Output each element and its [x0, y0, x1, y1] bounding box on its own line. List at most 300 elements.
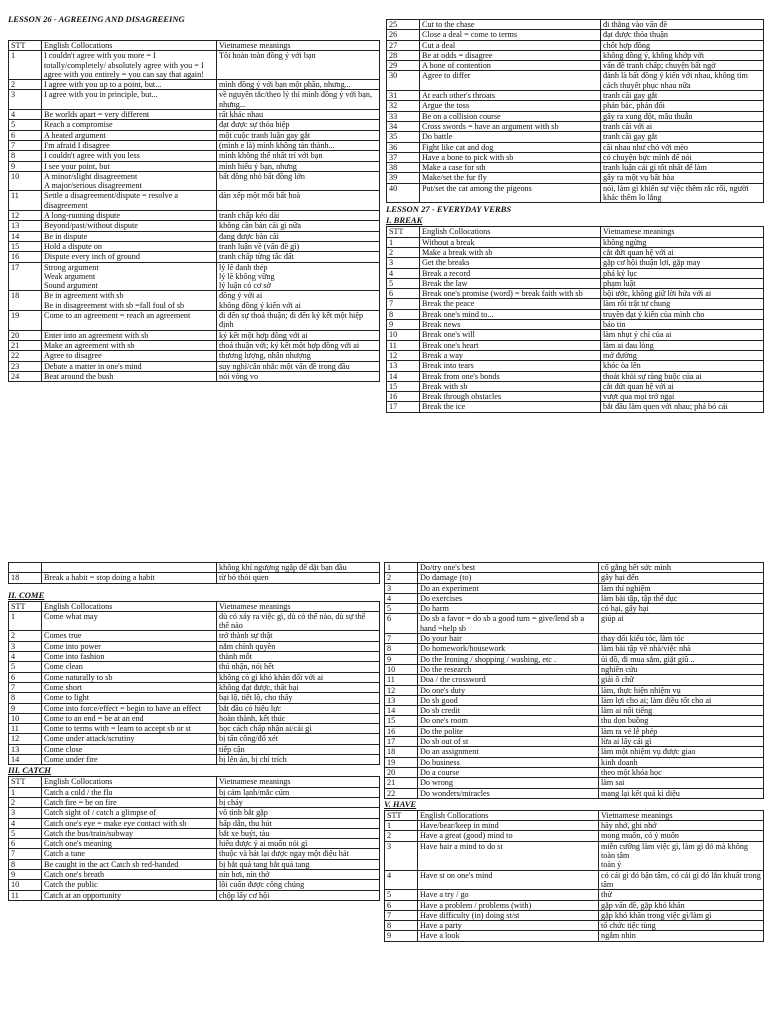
cell-vietnamese: dàn xếp một mối bất hoà	[217, 191, 380, 211]
cell-stt: 2	[387, 247, 420, 257]
cell-vietnamese: làm bài tập về nhà/việc nhà	[599, 644, 764, 654]
table-row	[385, 890, 764, 900]
cell-stt: 18	[385, 747, 418, 757]
cell-stt: 16	[385, 726, 418, 736]
table-row	[387, 173, 764, 183]
cell-stt: 28	[387, 50, 420, 60]
break-continued-table	[8, 562, 380, 584]
table-row	[9, 662, 380, 672]
cell-english: Do wonders/miracles	[418, 788, 599, 798]
cell-english: Break one's mind to...	[420, 309, 601, 319]
come-table	[8, 601, 380, 766]
table-row	[387, 121, 764, 131]
cell-english: Break a way	[420, 350, 601, 360]
cell-english: Catch one's eye = make eye contact with sb	[42, 818, 217, 828]
cell-vietnamese: tranh cãi với ai	[601, 121, 764, 131]
cell-stt: 40	[387, 183, 420, 203]
cell-vietnamese: hãy nhớ, ghi nhớ	[599, 821, 764, 831]
column-header: English Collocations	[418, 810, 599, 820]
cell-vietnamese: ký kết một hợp đồng với ai	[217, 330, 380, 340]
table-row	[9, 652, 380, 662]
have-table	[384, 810, 764, 942]
cell-vietnamese: cãi nhau như chó với mèo	[601, 142, 764, 152]
cell-english: Enter into an agreement with sb	[42, 330, 217, 340]
table-row	[385, 583, 764, 593]
cell-vietnamese: làm bài tập, tập thể dục	[599, 593, 764, 603]
table-row	[387, 142, 764, 152]
cell-vietnamese: phản bác, phản đối	[601, 101, 764, 111]
cell-english: Cut a deal	[420, 40, 601, 50]
cell-stt: 3	[385, 583, 418, 593]
cell-vietnamese: tiếp cận	[217, 744, 380, 754]
table-row	[9, 631, 380, 641]
cell-english: Catch sight of / catch a glimpse of	[42, 808, 217, 818]
column-header: English Collocations	[42, 601, 217, 611]
cell-vietnamese: thương lượng, nhân nhượng	[217, 351, 380, 361]
cell-stt: 4	[385, 593, 418, 603]
cell-english: Agree to differ	[420, 71, 601, 91]
cell-stt: 21	[9, 340, 42, 350]
cell-vietnamese: làm ra vẻ lễ phép	[599, 726, 764, 736]
cell-vietnamese: khóc òa lên	[601, 361, 764, 371]
cell-english: Cross swords = have an argument with sb	[420, 121, 601, 131]
cell-stt: 15	[9, 241, 42, 251]
cell-english: Catch a cold / the flu	[42, 787, 217, 797]
cell-vietnamese: vượt qua mọi trở ngại	[601, 392, 764, 402]
cell-english: Do battle	[420, 132, 601, 142]
section-come-title: II. COME	[8, 589, 45, 600]
cell-english: Do a course	[418, 767, 599, 777]
cell-english: Be worlds apart = very different	[42, 110, 217, 120]
table-row	[9, 161, 380, 171]
cell-stt: 19	[9, 311, 42, 331]
table-row	[385, 737, 764, 747]
cell-vietnamese: ủi đồ, đi mua sắm, giặt giũ ..	[599, 654, 764, 664]
cell-english: I agree with you in principle, but...	[42, 90, 217, 110]
cell-english: I couldn't agree with you more = I totally/completely/ absolutely agree with you = I agree with you entirely = you can say that again!	[42, 51, 217, 80]
cell-english: Break from one's bonds	[420, 371, 601, 381]
cell-stt: 1	[9, 787, 42, 797]
cell-english: Come under fire	[42, 755, 217, 765]
cell-vietnamese: rất khác nhau	[217, 110, 380, 120]
cell-stt: 7	[9, 682, 42, 692]
table-row	[387, 237, 764, 247]
cell-vietnamese: bại lộ, tiết lộ, cho thấy	[217, 693, 380, 703]
cell-vietnamese: nghiên cứu	[599, 664, 764, 674]
cell-stt: 8	[9, 693, 42, 703]
cell-stt: 31	[387, 91, 420, 101]
cell-english: A heated argument	[42, 130, 217, 140]
cell-english: Do damage (to)	[418, 573, 599, 583]
column-header: Vietnamese meanings	[217, 777, 380, 787]
cell-english: Get the breaks	[420, 258, 601, 268]
cell-english: Break with sb	[420, 381, 601, 391]
cell-english: Have a party	[418, 921, 599, 931]
cell-vietnamese: tổ chức tiệc tùng	[599, 921, 764, 931]
table-header-row	[9, 777, 380, 787]
cell-stt: 5	[9, 662, 42, 672]
lesson-26-table	[8, 40, 380, 382]
cell-vietnamese: mong muốn, có ý muốn	[599, 831, 764, 841]
cell-vietnamese: làm thí nghiệm	[599, 583, 764, 593]
cell-vietnamese: vô tình bắt gặp	[217, 808, 380, 818]
table-row	[385, 685, 764, 695]
cell-vietnamese: có cái gì đó bận tâm, có cái gì đó lắn khuất trong tâm	[599, 870, 764, 890]
cell-vietnamese: làm ai đau lòng	[601, 340, 764, 350]
table-row	[9, 171, 380, 191]
column-header: English Collocations	[42, 777, 217, 787]
cell-vietnamese: làm nhụt ý chí của ai	[601, 330, 764, 340]
table-row	[385, 644, 764, 654]
table-row	[9, 130, 380, 140]
lesson-26-block	[8, 14, 380, 382]
cell-stt: 2	[9, 80, 42, 90]
cell-english: Come under attack/scrutiny	[42, 734, 217, 744]
column-header: English Collocations	[42, 41, 217, 51]
table-header-row	[9, 601, 380, 611]
table-row	[9, 818, 380, 828]
cell-english: Come naturally to sb	[42, 672, 217, 682]
table-header-row	[9, 41, 380, 51]
cell-vietnamese: gây hại đến	[599, 573, 764, 583]
cell-english: Catch the bus/train/subway	[42, 828, 217, 838]
table-row	[9, 611, 380, 631]
cell-stt: 11	[9, 890, 42, 900]
cell-english: Without a break	[420, 237, 601, 247]
cell-stt: 33	[387, 111, 420, 121]
cell-english: Have a problem / problems (with)	[418, 900, 599, 910]
cell-vietnamese: không cần bàn cãi gì nữa	[217, 221, 380, 231]
cell-vietnamese: chộp lấy cơ hội	[217, 890, 380, 900]
cell-stt: 4	[9, 110, 42, 120]
cell-english: Do the Ironing / shopping / washing, etc .	[418, 654, 599, 664]
table-row	[387, 20, 764, 30]
cell-vietnamese: mình không thể nhất trí với bạn	[217, 151, 380, 161]
cell-stt: 32	[387, 101, 420, 111]
cell-vietnamese: bội ước, không giữ lời hứa với ai	[601, 289, 764, 299]
cell-stt: 6	[385, 614, 418, 634]
table-row	[387, 30, 764, 40]
cell-stt: 14	[387, 371, 420, 381]
cell-vietnamese: thử	[599, 890, 764, 900]
cell-stt: 6	[9, 672, 42, 682]
cell-stt: 3	[387, 258, 420, 268]
cell-stt: 5	[9, 828, 42, 838]
cell-english: Come short	[42, 682, 217, 692]
cell-english: Break one's promise (word) = break faith with sb	[420, 289, 601, 299]
cell-stt: 10	[9, 713, 42, 723]
cell-vietnamese: đành là bất đồng ý kiến với nhau, không tìm cách thuyết phục nhau nữa	[601, 71, 764, 91]
cell-stt: 5	[9, 120, 42, 130]
table-row	[9, 51, 380, 80]
cell-english: Do sb good	[418, 695, 599, 705]
lesson-26-continued-table	[386, 19, 764, 203]
cell-stt: 17	[387, 402, 420, 412]
cell-english: Come clean	[42, 662, 217, 672]
cell-vietnamese: không khí ngượng ngập để dặt bạn đầu	[217, 563, 380, 573]
table-row	[9, 682, 380, 692]
cell-stt: 2	[9, 631, 42, 641]
cell-english: Have a try / go	[418, 890, 599, 900]
cell-english: Have difficulty (in) doing st/st	[418, 910, 599, 920]
table-row	[385, 870, 764, 890]
cell-vietnamese: thoả thuận với; ký kết một hợp đồng với ai	[217, 340, 380, 350]
table-row	[385, 821, 764, 831]
cell-vietnamese: bị cháy	[217, 797, 380, 807]
section-break-title: I. BREAK	[386, 215, 423, 226]
table-row	[385, 788, 764, 798]
cell-stt: 11	[385, 675, 418, 685]
cell-stt: 12	[385, 685, 418, 695]
cell-english: A bone of contention	[420, 61, 601, 71]
cell-stt: 18	[9, 291, 42, 311]
cell-stt: 18	[9, 573, 42, 583]
cell-vietnamese: phạm luật	[601, 278, 764, 288]
cell-english: Come to an agreement = reach an agreement	[42, 311, 217, 331]
table-row	[387, 163, 764, 173]
cell-english: Be on a collision course	[420, 111, 601, 121]
cell-stt: 1	[9, 51, 42, 80]
cell-vietnamese: đi thẳng vào vấn đề	[601, 20, 764, 30]
cell-vietnamese: truyền đạt ý kiến của mình cho	[601, 309, 764, 319]
cell-english: Break the peace	[420, 299, 601, 309]
table-row	[385, 767, 764, 777]
cell-vietnamese: cắt đứt quan hệ với ai	[601, 381, 764, 391]
cell-vietnamese: gặp vấn đề, gặp khó khăn	[599, 900, 764, 910]
cell-vietnamese: bắt đầu làm quen với nhau; phá bỏ cái	[601, 402, 764, 412]
cell-vietnamese: mình hiểu ý bạn, nhưng	[217, 161, 380, 171]
cell-english: Do harm	[418, 604, 599, 614]
table-row	[9, 828, 380, 838]
cell-stt: 7	[387, 299, 420, 309]
cell-vietnamese: làm lợi cho ai; làm điều tốt cho ai	[599, 695, 764, 705]
table-row	[387, 402, 764, 412]
cell-vietnamese: bắt xe buýt, tàu	[217, 828, 380, 838]
cell-stt: 16	[387, 392, 420, 402]
cell-stt: 13	[385, 695, 418, 705]
cell-english: Break one's will	[420, 330, 601, 340]
cell-stt: 9	[9, 870, 42, 880]
cell-vietnamese: có chuyện bực mình để nói	[601, 152, 764, 162]
cell-english: Break through obstacles	[420, 392, 601, 402]
cell-english: Break a record	[420, 268, 601, 278]
table-row	[9, 808, 380, 818]
cell-stt: 7	[385, 634, 418, 644]
cell-vietnamese: theo một khóa học	[599, 767, 764, 777]
table-row	[9, 80, 380, 90]
table-row	[385, 634, 764, 644]
cell-stt: 22	[9, 351, 42, 361]
cell-stt: 10	[9, 880, 42, 890]
cell-stt: 25	[387, 20, 420, 30]
table-row	[9, 151, 380, 161]
cell-english: Close a deal = come to terms	[420, 30, 601, 40]
table-row	[385, 675, 764, 685]
table-row	[9, 340, 380, 350]
cell-stt: 9	[9, 703, 42, 713]
table-row	[9, 880, 380, 890]
cell-vietnamese: tranh cãi gay gắt	[601, 91, 764, 101]
cell-english: Argue the toss	[420, 101, 601, 111]
table-row	[387, 152, 764, 162]
table-row	[387, 381, 764, 391]
cell-english: Come close	[42, 744, 217, 754]
table-row	[9, 703, 380, 713]
cell-stt: 16	[9, 252, 42, 262]
table-row	[385, 747, 764, 757]
cell-english: Cut to the chase	[420, 20, 601, 30]
cell-vietnamese: chốt hợp đồng	[601, 40, 764, 50]
cell-english: Come into force/effect = begin to have an effect	[42, 703, 217, 713]
table-row	[387, 247, 764, 257]
table-row	[385, 706, 764, 716]
table-row	[9, 191, 380, 211]
cell-english: Beyond/past/without dispute	[42, 221, 217, 231]
cell-english: Catch a tune	[42, 849, 217, 859]
table-row	[9, 262, 380, 291]
table-row	[9, 870, 380, 880]
cell-vietnamese: gặp khó khăn trong việc gì/làm gì	[599, 910, 764, 920]
table-row	[387, 371, 764, 381]
cell-vietnamese: ngắm nhìn	[599, 931, 764, 941]
table-row	[387, 299, 764, 309]
cell-english: Hold a dispute on	[42, 241, 217, 251]
cell-stt: 6	[387, 289, 420, 299]
cell-stt: 1	[385, 821, 418, 831]
cell-vietnamese: gây ra xung đột, mâu thuẫn	[601, 111, 764, 121]
cell-vietnamese: lý lẽ đanh thép lý lẽ không vững lý luận có cơ sở	[217, 262, 380, 291]
cell-vietnamese: thay đổi kiểu tóc, làm tóc	[599, 634, 764, 644]
table-row	[9, 744, 380, 754]
cell-stt: 4	[385, 870, 418, 890]
cell-stt: 21	[385, 778, 418, 788]
cell-stt: 15	[387, 381, 420, 391]
cell-english: Do sb credit	[418, 706, 599, 716]
cell-stt: 4	[387, 268, 420, 278]
table-row	[9, 361, 380, 371]
cell-stt: 12	[9, 734, 42, 744]
cell-stt: 13	[387, 361, 420, 371]
table-row	[9, 90, 380, 110]
cell-english: Make an agreement with sb	[42, 340, 217, 350]
table-row	[9, 110, 380, 120]
cell-stt: 3	[9, 641, 42, 651]
table-row	[385, 921, 764, 931]
cell-vietnamese: mở đường	[601, 350, 764, 360]
cell-english: A long-running dispute	[42, 211, 217, 221]
column-header: STT	[9, 601, 42, 611]
column-header: STT	[9, 777, 42, 787]
cell-stt: 11	[9, 191, 42, 211]
cell-vietnamese: thành mốt	[217, 652, 380, 662]
cell-stt: 2	[385, 573, 418, 583]
table-row	[385, 931, 764, 941]
cell-vietnamese: giải ô chữ	[599, 675, 764, 685]
table-row	[9, 221, 380, 231]
cell-vietnamese: Tôi hoàn toàn đồng ý với bạn	[217, 51, 380, 80]
column-header: STT	[387, 227, 420, 237]
table-row	[387, 40, 764, 50]
table-row	[387, 111, 764, 121]
cell-stt: 17	[385, 737, 418, 747]
table-row	[385, 664, 764, 674]
cell-english: Come to an end = be at an end	[42, 713, 217, 723]
table-row	[9, 859, 380, 869]
lesson-26-title: LESSON 26 - AGREEING AND DISAGREEING	[8, 14, 185, 24]
cell-stt: 5	[385, 604, 418, 614]
cell-stt: 10	[385, 664, 418, 674]
cell-english: Do the polite	[418, 726, 599, 736]
cell-vietnamese: suy nghĩ/cân nhắc một vấn đề trong đầu	[217, 361, 380, 371]
table-header-row	[387, 227, 764, 237]
table-row	[387, 392, 764, 402]
cell-english: Be at odds = disagree	[420, 50, 601, 60]
table-row	[387, 91, 764, 101]
cell-english: Make a case for sth	[420, 163, 601, 173]
table-row	[387, 361, 764, 371]
catch-table	[8, 776, 380, 901]
cell-english: Be caught in the act Catch sb red-handed	[42, 859, 217, 869]
cell-stt: 5	[387, 278, 420, 288]
cell-english: Put/set the cat among the pigeons	[420, 183, 601, 203]
cell-vietnamese: vấn đề tranh chấp; chuyện bất ngờ	[601, 61, 764, 71]
cell-vietnamese: đồng ý với ai không đồng ý kiến với ai	[217, 291, 380, 311]
cell-vietnamese: gặp cơ hội thuận lợi, gặp may	[601, 258, 764, 268]
table-row	[9, 241, 380, 251]
cell-stt: 6	[9, 130, 42, 140]
cell-vietnamese: nói, làm gì khiến sự việc thêm rắc rối, người khác thêm lo lắng	[601, 183, 764, 203]
cell-vietnamese: không đồng ý, không khớp với	[601, 50, 764, 60]
cell-stt: 7	[9, 140, 42, 150]
cell-english: I'm afraid I disagree	[42, 140, 217, 150]
cell-english: Do homework/housework	[418, 644, 599, 654]
cell-vietnamese: tranh luận cái gì tốt nhất để làm	[601, 163, 764, 173]
cell-stt: 9	[9, 161, 42, 171]
cell-stt: 1	[387, 237, 420, 247]
cell-stt: 22	[385, 788, 418, 798]
table-row	[385, 910, 764, 920]
table-row	[387, 258, 764, 268]
table-row	[9, 693, 380, 703]
table-row	[387, 132, 764, 142]
cell-stt: 8	[387, 309, 420, 319]
cell-vietnamese: đang được bàn cãi	[217, 231, 380, 241]
cell-vietnamese: lôi cuốn được công chúng	[217, 880, 380, 890]
table-row	[387, 50, 764, 60]
cell-english: Catch at an opportunity	[42, 890, 217, 900]
cell-vietnamese: một cuộc tranh luận gay gắt	[217, 130, 380, 140]
cell-vietnamese: bất đồng nhỏ bất đồng lớn	[217, 171, 380, 191]
table-row	[9, 120, 380, 130]
table-row	[9, 839, 380, 849]
cell-english: Break a habit = stop doing a habit	[42, 573, 217, 583]
cell-stt: 24	[9, 371, 42, 381]
table-row	[385, 831, 764, 841]
table-row	[385, 841, 764, 870]
cell-english: Doa / the crossword	[418, 675, 599, 685]
cell-english: Dispute every inch of ground	[42, 252, 217, 262]
cell-english: Come into power	[42, 641, 217, 651]
cell-stt: 27	[387, 40, 420, 50]
cell-english: I agree with you up to a point, but...	[42, 80, 217, 90]
break-table	[386, 226, 764, 412]
cell-vietnamese: hiểu được ý ai muốn nói gì	[217, 839, 380, 849]
cell-stt: 3	[385, 841, 418, 870]
cell-stt: 7	[9, 849, 42, 859]
cell-english: Do an experiment	[418, 583, 599, 593]
table-row	[387, 340, 764, 350]
cell-stt: 17	[9, 262, 42, 291]
